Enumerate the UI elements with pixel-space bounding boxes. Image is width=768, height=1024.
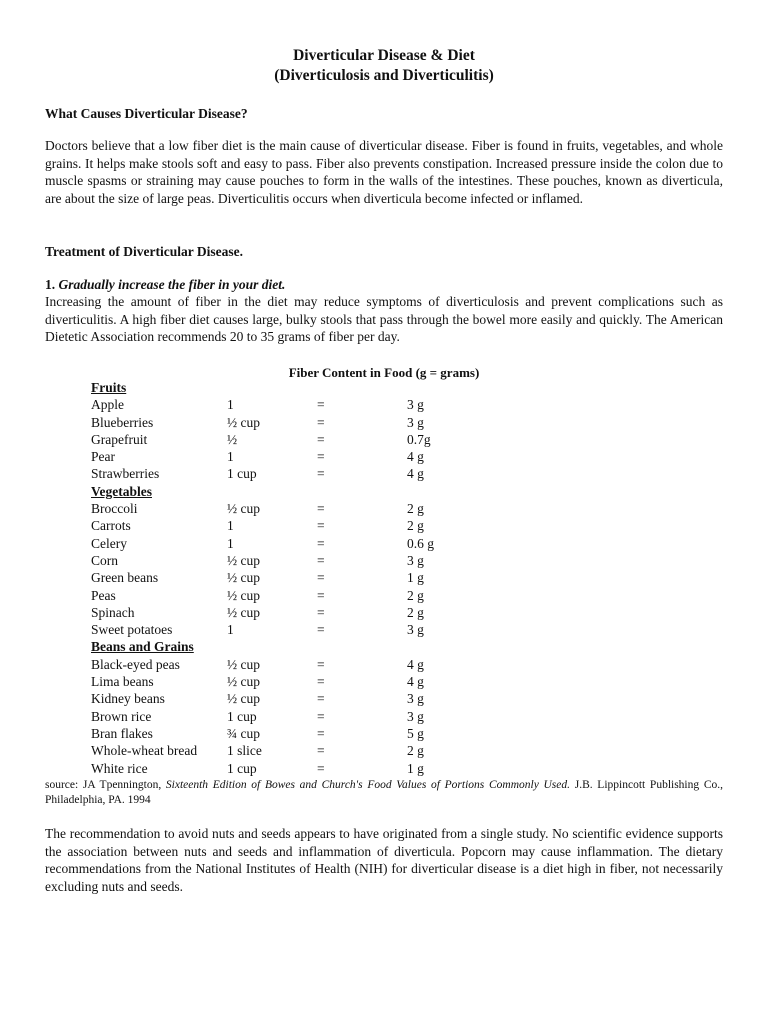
table-row — [91, 604, 511, 621]
equals-sign: = — [317, 587, 325, 603]
food-name: White rice — [91, 760, 148, 776]
equals-sign: = — [317, 535, 325, 551]
table-row — [91, 760, 511, 777]
table-row — [91, 500, 511, 517]
food-name: Spinach — [91, 604, 135, 620]
fiber-grams: 3 g — [407, 622, 424, 638]
fiber-grams: 2 g — [407, 743, 424, 759]
fiber-grams: 5 g — [407, 725, 424, 741]
food-amount: 1 slice — [227, 743, 262, 759]
table-row — [91, 517, 511, 534]
fiber-grams: 3 g — [407, 691, 424, 707]
source-book-title: Sixteenth Edition of Bowes and Church's Food Values of Portions Commonly Used. — [165, 779, 571, 791]
category-heading: Vegetables — [91, 483, 152, 499]
table-row — [91, 414, 511, 431]
food-name: Carrots — [91, 518, 131, 534]
item-heading-text: Gradually increase the fiber in your diet. — [58, 277, 286, 292]
food-name: Apple — [91, 397, 124, 413]
food-amount: 1 — [227, 397, 234, 413]
table-category-row — [91, 638, 511, 655]
equals-sign: = — [317, 604, 325, 620]
food-name: Lima beans — [91, 674, 154, 690]
food-amount: ½ cup — [227, 570, 260, 586]
table-row — [91, 552, 511, 569]
food-name: Black-eyed peas — [91, 656, 180, 672]
fiber-grams: 2 g — [407, 587, 424, 603]
table-row — [91, 465, 511, 482]
food-amount: ½ cup — [227, 587, 260, 603]
fiber-grams: 4 g — [407, 674, 424, 690]
food-amount: ½ cup — [227, 674, 260, 690]
equals-sign: = — [317, 431, 325, 447]
food-amount: 1 — [227, 518, 234, 534]
food-amount: ½ cup — [227, 691, 260, 707]
table-row — [91, 569, 511, 586]
table-row — [91, 656, 511, 673]
section-heading-causes: What Causes Diverticular Disease? — [45, 106, 248, 121]
document-subtitle: (Diverticulosis and Diverticulitis) — [274, 67, 494, 84]
equals-sign: = — [317, 760, 325, 776]
table-row — [91, 535, 511, 552]
table-category-row — [91, 483, 511, 500]
fiber-grams: 0.7g — [407, 431, 431, 447]
food-amount: ¾ cup — [227, 725, 260, 741]
food-amount: ½ cup — [227, 501, 260, 517]
food-amount: ½ cup — [227, 414, 260, 430]
equals-sign: = — [317, 743, 325, 759]
table-row — [91, 708, 511, 725]
equals-sign: = — [317, 501, 325, 517]
table-row — [91, 742, 511, 759]
fiber-content-table — [91, 379, 511, 777]
fiber-grams: 2 g — [407, 604, 424, 620]
fiber-grams: 2 g — [407, 501, 424, 517]
equals-sign: = — [317, 397, 325, 413]
food-name: Celery — [91, 535, 127, 551]
equals-sign: = — [317, 414, 325, 430]
table-row — [91, 725, 511, 742]
category-heading: Beans and Grains — [91, 639, 194, 655]
treatment-item-1-paragraph: Increasing the amount of fiber in the diet may reduce symptoms of diverticulosis and prevent complications such as diverticulitis. A high fiber diet causes large, bulky stools that pass through the bowel more easily and quickly. The American Dietetic Association recommends 20 to 35 grams of fiber per day. — [45, 294, 723, 345]
fiber-grams: 3 g — [407, 708, 424, 724]
food-name: Strawberries — [91, 466, 160, 482]
document-title: Diverticular Disease & Diet — [293, 47, 475, 64]
equals-sign: = — [317, 552, 325, 568]
food-amount: 1 — [227, 535, 234, 551]
food-name: Corn — [91, 552, 118, 568]
equals-sign: = — [317, 656, 325, 672]
fiber-grams: 1 g — [407, 760, 424, 776]
equals-sign: = — [317, 691, 325, 707]
food-name: Green beans — [91, 570, 159, 586]
food-amount: 1 cup — [227, 466, 257, 482]
fiber-grams: 4 g — [407, 449, 424, 465]
equals-sign: = — [317, 622, 325, 638]
fiber-grams: 3 g — [407, 397, 424, 413]
category-heading: Fruits — [91, 380, 127, 395]
food-name: Blueberries — [91, 414, 154, 430]
equals-sign: = — [317, 570, 325, 586]
food-name: Kidney beans — [91, 691, 165, 707]
section-heading-treatment: Treatment of Diverticular Disease. — [45, 244, 243, 259]
equals-sign: = — [317, 466, 325, 482]
table-row — [91, 448, 511, 465]
fiber-table-title: Fiber Content in Food (g = grams) — [288, 365, 480, 380]
treatment-item-1-heading — [45, 276, 285, 293]
equals-sign: = — [317, 518, 325, 534]
food-name: Brown rice — [91, 708, 152, 724]
closing-paragraph: The recommendation to avoid nuts and seeds appears to have originated from a single study. No scientific evidence supports the association between nuts and seeds and inflammation of diverticula. Popcorn may cause inflammation. The dietary recommendations from the National Institutes of Health (NIH) for diverticular disease is a diet high in fiber, not necessarily excluding nuts and seeds. — [45, 826, 723, 894]
food-name: Sweet potatoes — [91, 622, 173, 638]
source-citation — [45, 778, 723, 807]
food-amount: ½ — [227, 431, 238, 447]
food-name: Whole-wheat bread — [91, 743, 198, 759]
fiber-grams: 2 g — [407, 518, 424, 534]
table-category-row — [91, 379, 511, 396]
food-amount: ½ cup — [227, 552, 260, 568]
fiber-grams: 1 g — [407, 570, 424, 586]
table-row — [91, 673, 511, 690]
food-name: Peas — [91, 587, 116, 603]
equals-sign: = — [317, 725, 325, 741]
food-amount: ½ cup — [227, 604, 260, 620]
equals-sign: = — [317, 449, 325, 465]
fiber-grams: 4 g — [407, 656, 424, 672]
table-row — [91, 396, 511, 413]
food-amount: 1 — [227, 449, 234, 465]
source-prefix: source: JA Tpennington, — [45, 779, 166, 791]
food-amount: 1 — [227, 622, 234, 638]
food-amount: 1 cup — [227, 760, 257, 776]
table-row — [91, 690, 511, 707]
table-row — [91, 587, 511, 604]
causes-paragraph: Doctors believe that a low fiber diet is the main cause of diverticular disease. Fiber is found in fruits, vegetables, and whole grains. It helps make stools soft and easy to pass. Fiber also prevents constipation. Increased pressure inside the colon due to muscle spasms or straining may cause pouches to form in the walls of the intestines. These pouches, known as diverticula, are about the size of large peas. Diverticulitis occurs when diverticula become infected or inflamed. — [45, 138, 723, 206]
food-amount: ½ cup — [227, 656, 260, 672]
food-name: Broccoli — [91, 501, 138, 517]
item-number: 1. — [45, 277, 56, 292]
fiber-grams: 4 g — [407, 466, 424, 482]
table-row — [91, 431, 511, 448]
fiber-grams: 3 g — [407, 414, 424, 430]
equals-sign: = — [317, 674, 325, 690]
equals-sign: = — [317, 708, 325, 724]
food-name: Bran flakes — [91, 725, 153, 741]
fiber-grams: 0.6 g — [407, 535, 434, 551]
food-name: Pear — [91, 449, 115, 465]
food-name: Grapefruit — [91, 431, 148, 447]
fiber-grams: 3 g — [407, 552, 424, 568]
table-row — [91, 621, 511, 638]
source-publisher: J.B. Lippincott Publishing Co., Philadelphia, PA. 1994 — [45, 779, 723, 806]
food-amount: 1 cup — [227, 708, 257, 724]
